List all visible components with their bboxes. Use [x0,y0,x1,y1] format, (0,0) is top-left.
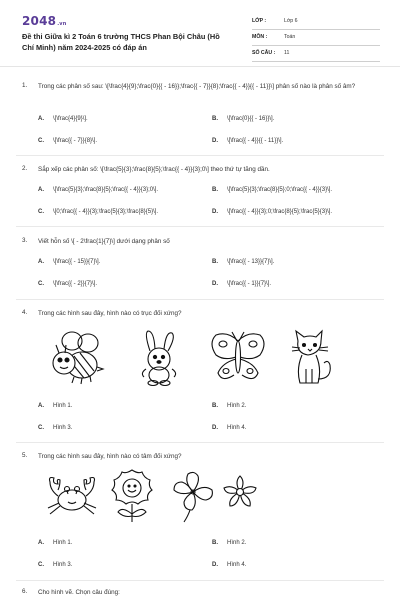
question-number: 1. [22,82,28,89]
question-number: 6. [22,588,28,595]
answer-option-c[interactable]: C. \[\frac{{ - 2}}{7}\]. [38,281,98,287]
question-number: 5. [22,452,28,459]
question-text: Trong các phân số sau: \[\frac{4}{9};\frac{0}{{ - 16}};\frac{{ - 7}}{8};\frac{{ - 4}}{{ - 11}}\] phân số nào là phân số âm? [38,83,356,90]
question-text: Viết hỗn số \[ - 2\frac{1}{7}\] dưới dạng phân số [38,238,170,245]
question-number: 3. [22,237,28,244]
exam-info-panel [252,14,380,62]
page-header [0,0,400,66]
answer-option-b[interactable]: B. \[\frac{{ - 13}}{7}\]. [212,259,275,265]
answer-option-b[interactable]: B. Hình 2. [212,540,247,546]
question-divider [16,155,384,156]
butterfly-drawing [208,329,268,387]
answer-option-d[interactable]: D. \[\frac{{ - 4}}{{ - 11}}\]. [212,138,284,144]
info-row-subject [252,30,380,46]
exam-title: Đề thi Giữa kì 2 Toán 6 trường THCS Phan Bội Châu (Hồ Chí Minh) năm 2024-2025 có đáp án [22,32,220,52]
answer-option-a[interactable]: A. \[\frac{5}{3};\frac{8}{5};\frac{{ - 4}}{3};0\]. [38,187,159,193]
info-value: Toán [284,34,296,40]
answer-option-a[interactable]: A. Hình 1. [38,540,73,546]
info-value: 11 [284,50,290,56]
five-petal-flower-drawing [218,472,262,520]
answer-option-c[interactable]: C. \[0;\frac{{ - 4}}{3};\frac{5}{3};\frac{8}{5}\]. [38,209,159,215]
answer-option-c[interactable]: C. \[\frac{{ - 7}}{8}\]. [38,138,98,144]
answer-option-d[interactable]: D. Hình 4. [212,562,247,568]
answer-option-b[interactable]: B. Hình 2. [212,403,247,409]
answer-option-a[interactable]: A. \[\frac{4}{9}\]. [38,116,88,122]
question-number: 2. [22,165,28,172]
info-value: Lớp 6 [284,18,298,24]
info-row-class [252,14,380,30]
question-divider [16,580,384,581]
question-divider [16,442,384,443]
info-label: SỐ CÂU : [252,50,276,56]
crab-drawing [42,470,102,522]
answer-option-b[interactable]: B. \[\frac{5}{3};\frac{8}{5};0;\frac{{ - 4}}{3}\]. [212,187,333,193]
question-text: Cho hình vẽ. Chọn câu đúng: [38,589,120,596]
answer-option-c[interactable]: C. Hình 3. [38,425,73,431]
answer-option-d[interactable]: D. \[\frac{{ - 1}}{7}\]. [212,281,272,287]
bunny-drawing [134,329,184,387]
answer-option-d[interactable]: D. Hình 4. [212,425,247,431]
answer-option-b[interactable]: B. \[\frac{0}{{ - 16}}\]. [212,116,275,122]
info-row-question-count [252,46,380,62]
sunflower-drawing [108,468,156,524]
question-text: Trong các hình sau đây, hình nào có trục đối xứng? [38,310,182,317]
question-divider [16,226,384,227]
clover-flower-drawing [166,468,220,524]
site-logo[interactable]: 2048.vn [22,14,67,28]
answer-option-d[interactable]: D. \[\frac{{ - 4}}{3};0;\frac{8}{5};\frac{5}{3}\]. [212,209,333,215]
header-divider [0,66,400,67]
question-divider [16,299,384,300]
info-label: MÔN : [252,34,268,40]
info-label: LỚP : [252,18,267,24]
answer-option-c[interactable]: C. Hình 3. [38,562,73,568]
question-text: Trong các hình sau đây, hình nào có tâm đối xứng? [38,453,182,460]
question-number: 4. [22,309,28,316]
cat-drawing [288,329,336,387]
question-text: Sắp xếp các phân số: \[\frac{5}{3};\frac{8}{5};\frac{{ - 4}}{3};0\] theo thứ tự tăng dần. [38,166,270,173]
bee-drawing [50,329,106,387]
answer-option-a[interactable]: A. Hình 1. [38,403,73,409]
answer-option-a[interactable]: A. \[\frac{{ - 15}}{7}\]. [38,259,101,265]
